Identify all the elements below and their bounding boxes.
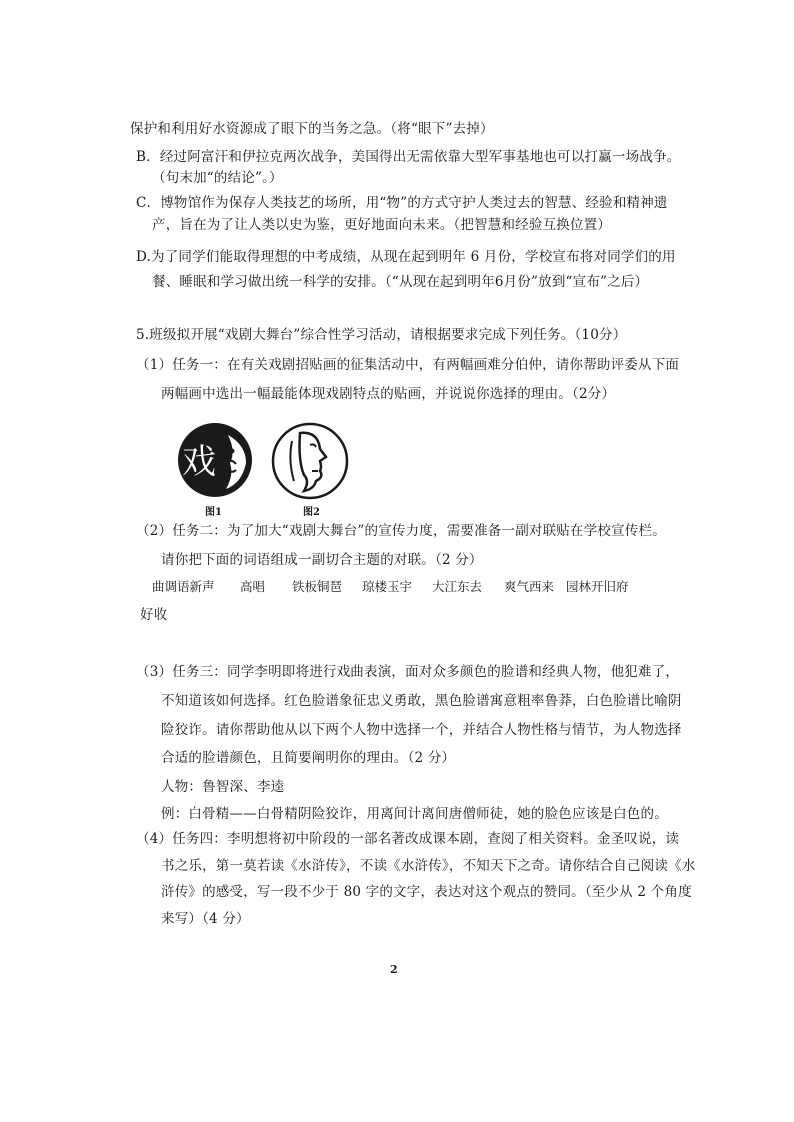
option-c: C．博物馆作为保存人类技艺的场所，用“物”的方式守护人类过去的智慧、经验和精神遗 bbox=[136, 195, 668, 211]
task-4: （4）任务四：李明想将初中阶段的一部名著改成课本剧，查阅了相关资料。金圣叹说，读 bbox=[136, 831, 680, 847]
word-item: 爽气西来 bbox=[504, 579, 555, 594]
question-5-heading: 5.班级拟开展“戏剧大舞台”综合性学习活动，请根据要求完成下列任务。（10分） bbox=[136, 327, 627, 343]
poster-char: 戏 bbox=[182, 442, 216, 482]
example-line: 例：白骨精——白骨精阴险狡诈，用离间计离间唐僧师徒，她的脸色应该是白色的。 bbox=[161, 806, 668, 822]
face-profile-icon bbox=[270, 421, 350, 501]
word-item: 大江东去 bbox=[432, 579, 483, 594]
figure-2-caption: 图2 bbox=[303, 507, 320, 518]
task-3: （3）任务三：同学李明即将进行戏曲表演，面对众多颜色的脸谱和经典人物，他犯难了， bbox=[136, 664, 680, 680]
text-line: 两幅画中选出一幅最能体现戏剧特点的贴画，并说说你选择的理由。（2分） bbox=[161, 386, 616, 402]
task-2: （2）任务二：为了加大“戏剧大舞台”的宣传力度，需要准备一副对联贴在学校宣传栏。 bbox=[136, 523, 666, 539]
option-d: D.为了同学们能取得理想的中考成绩，从现在起到明年 6 月份，学校宣布将对同学们的用 bbox=[136, 249, 676, 265]
text-line: 书之乐，第一莫若读《水浒传》，不读《水浒传》，不知天下之奇。请你结合自己阅读《水 bbox=[161, 858, 696, 874]
text-line: 不知道该如何选择。红色脸谱象征忠义勇敢，黑色脸谱寓意粗率鲁莽，白色脸谱比喻阴 bbox=[161, 693, 682, 709]
word-item: 曲调语新声 bbox=[152, 579, 215, 594]
text-line: 好收 bbox=[140, 607, 168, 623]
word-item: 高唱 bbox=[240, 579, 266, 594]
text-line: 请你把下面的词语组成一副切合主题的对联。（2 分） bbox=[161, 552, 483, 568]
characters-line: 人物：鲁智深、李逵 bbox=[161, 779, 285, 795]
task-1: （1）任务一：在有关戏剧招贴画的征集活动中，有两幅画难分伯仲，请你帮助评委从下面 bbox=[136, 357, 680, 373]
figure-1-poster bbox=[176, 421, 254, 503]
word-item: 园林开旧府 bbox=[566, 579, 629, 594]
opera-poster-icon bbox=[176, 421, 254, 499]
text-line: 保护和利用好水资源成了眼下的当务之急。（将“眼下”去掉） bbox=[130, 121, 494, 137]
text-line: （句末加“的结论”。） bbox=[152, 170, 283, 186]
couplet-word-list bbox=[152, 577, 652, 599]
text-line: 浒传》的感受，写一段不少于 80 字的文字，表达对这个观点的赞同。（至少从 2 个角度 bbox=[161, 884, 692, 900]
figure-2-poster bbox=[270, 421, 350, 505]
figure-1-caption: 图1 bbox=[205, 507, 222, 518]
option-b: B．经过阿富汗和伊拉克两次战争，美国得出无需依靠大型军事基地也可以打赢一场战争。 bbox=[136, 149, 681, 165]
text-line: 产，旨在为了让人类以史为鉴，更好地面向未来。（把智慧和经验互换位置） bbox=[152, 217, 612, 233]
text-line: 险狡诈。请你帮助他从以下两个人物中选择一个，并结合人物性格与情节，为人物选择 bbox=[161, 722, 682, 738]
text-line: 来写）（4 分） bbox=[161, 911, 250, 927]
word-item: 琼楼玉宇 bbox=[362, 579, 413, 594]
text-line: 合适的脸谱颜色，且简要阐明你的理由。（2 分） bbox=[161, 750, 456, 766]
word-item: 铁板铜琶 bbox=[292, 579, 343, 594]
page-number: 2 bbox=[390, 963, 398, 976]
text-line: 餐、睡眠和学习做出统一科学的安排。（“从现在起到明年6月份”放到“宣布”之后） bbox=[152, 274, 649, 290]
